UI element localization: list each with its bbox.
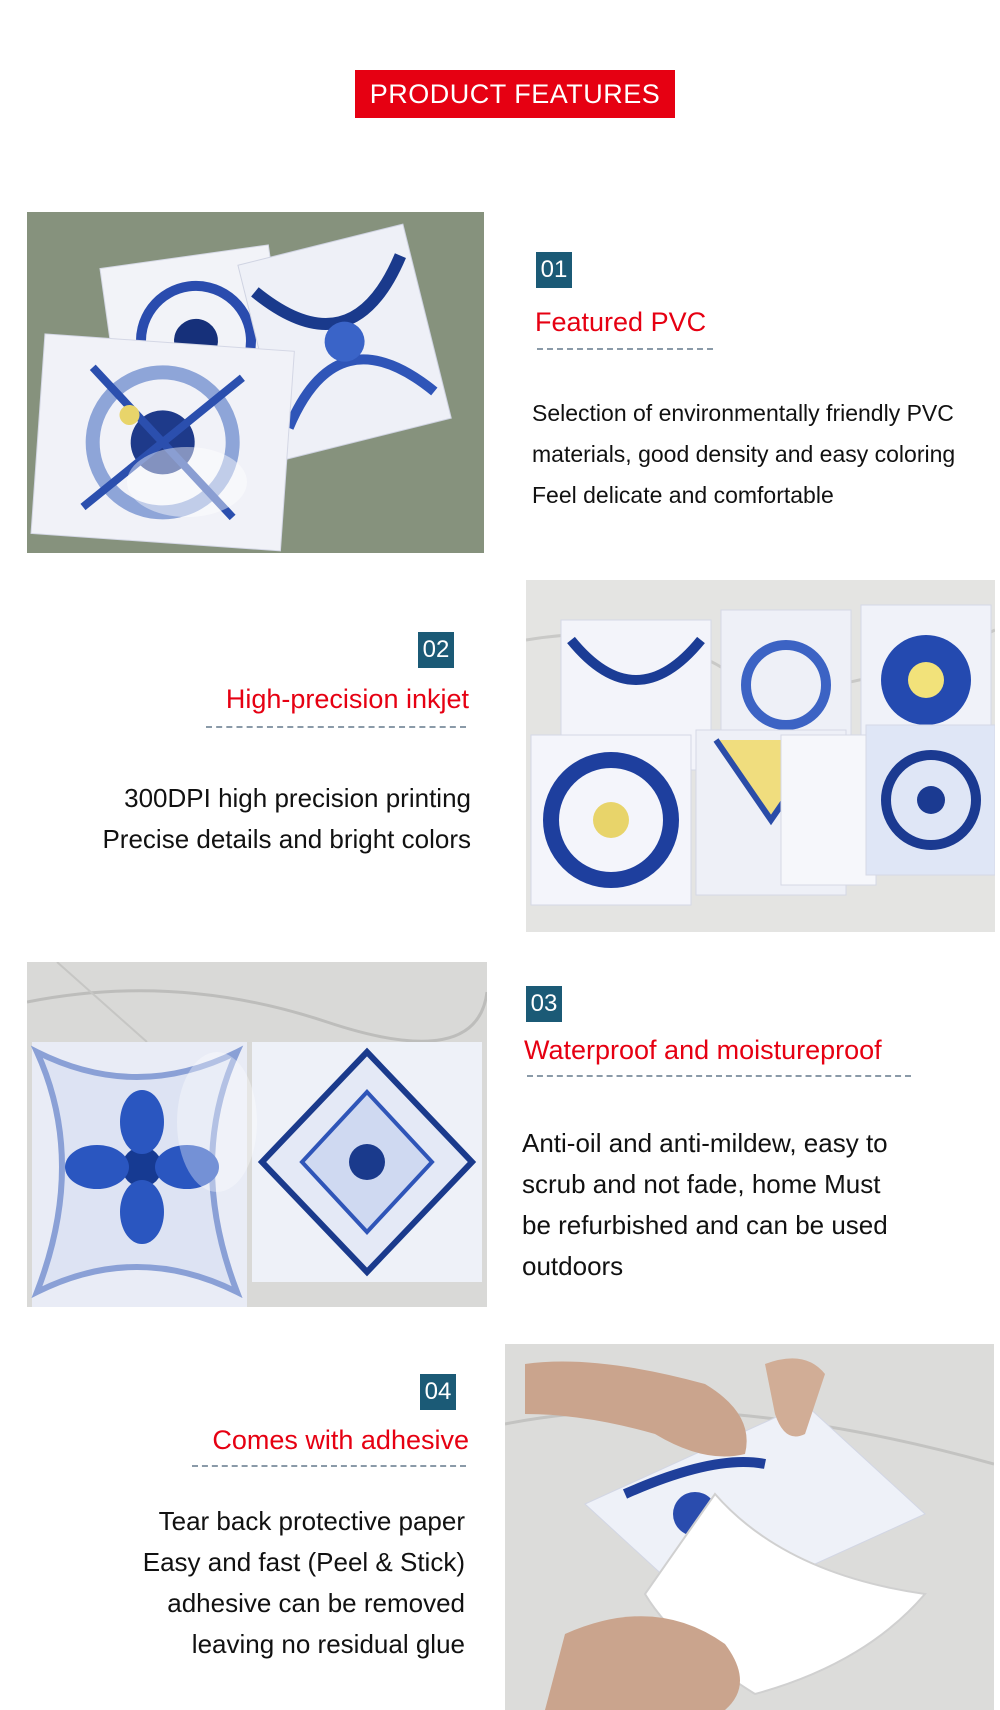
title-underline: [537, 348, 713, 350]
description-line: leaving no residual glue: [191, 1629, 465, 1659]
feature-title: Waterproof and moistureproof: [524, 1035, 882, 1065]
pvc-tiles-photo: [27, 212, 484, 553]
description-line: Precise details and bright colors: [102, 824, 471, 854]
adhesive-peel-photo: [505, 1344, 994, 1710]
feature-description: [143, 1501, 465, 1665]
description-line: scrub and not fade, home Must: [522, 1169, 881, 1199]
description-line: Tear back protective paper: [158, 1506, 465, 1536]
description-line: Feel delicate and comfortable: [532, 482, 834, 508]
title-underline: [206, 726, 466, 728]
description-line: 300DPI high precision printing: [124, 783, 471, 813]
description-line: Easy and fast (Peel & Stick): [142, 1547, 465, 1577]
feature-number-badge: 01: [536, 252, 572, 288]
feature-number-badge: 04: [420, 1374, 456, 1410]
description-line: be refurbished and can be used: [522, 1210, 888, 1240]
feature-title: Comes with adhesive: [212, 1425, 469, 1455]
description-line: materials, good density and easy coloring: [532, 441, 956, 467]
waterproof-tiles-photo: [27, 962, 487, 1307]
feature-number-badge: 03: [526, 986, 562, 1022]
title-underline: [192, 1465, 466, 1467]
feature-description: [522, 1123, 888, 1287]
inkjet-tiles-photo: [526, 580, 995, 932]
title-underline: [527, 1075, 911, 1077]
feature-number-badge: 02: [418, 632, 454, 668]
feature-description: [102, 778, 471, 860]
description-line: adhesive can be removed: [167, 1588, 465, 1618]
description-line: Selection of environmentally friendly PVC: [532, 400, 954, 426]
feature-title: High-precision inkjet: [225, 684, 469, 714]
feature-description: [532, 393, 955, 516]
description-line: outdoors: [522, 1251, 624, 1281]
description-line: Anti-oil and anti-mildew, easy to: [522, 1128, 888, 1158]
feature-title: Featured PVC: [535, 307, 707, 337]
section-title-banner: PRODUCT FEATURES: [355, 70, 675, 118]
